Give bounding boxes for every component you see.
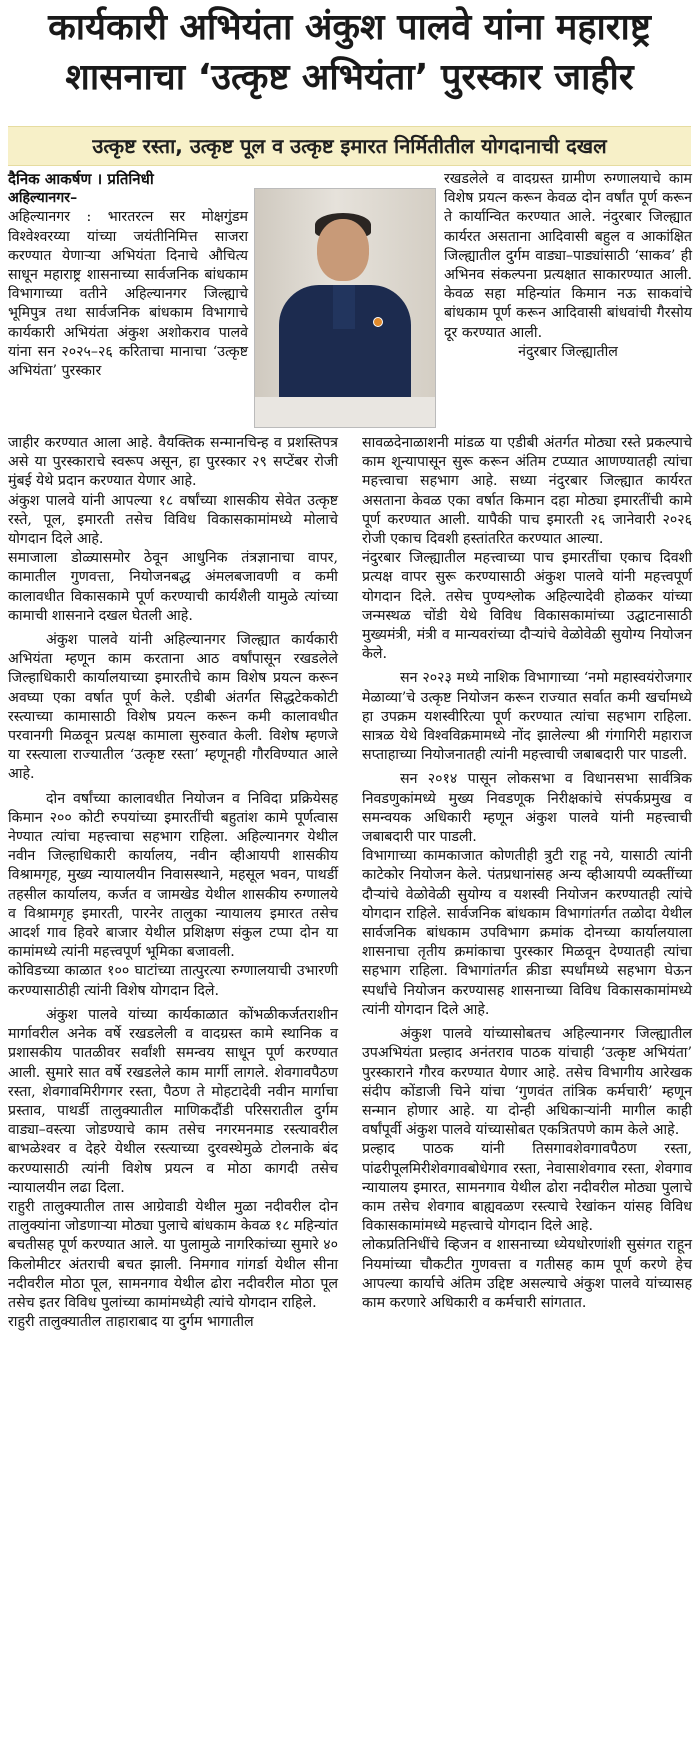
paragraph: अहिल्यानगर : भारतरत्न सर मोक्षगुंडम विश्वेश्वरय्या यांच्या जयंतीनिमित्त साजरा करण्यात येणाऱ्या अभियंता दिनाचे औचित्य साधून महाराष्ट्र शासनाच्या सार्वजनिक बांधकाम विभागाच्या वतीने अहिल्यानगर जिल्ह्याचे भूमिपुत्र तथा सार्वजनिक बांधकाम विभागाचे कार्यकारी अभियंता अंकुश अशोकराव पालवे यांना सन २०२५–२६ करिताचा मानाचा ‘उत्कृष्ट अभियंता’ पुरस्कार [8, 209, 248, 380]
paragraph: कोविडच्या काळात १०० घाटांच्या तात्पुरत्या रुग्णालयाची उभारणी करण्यासाठीही त्यांनी विशेष योगदान दिले. [8, 963, 338, 999]
paragraph: अंकुश पालवे यांनी अहिल्यानगर जिल्ह्यात कार्यकारी अभियंता म्हणून काम करताना आठ वर्षांपासून रखडलेले जिल्हाधिकारी कार्यालयाच्या इमारतीचे काम विशेष प्रयत्न करून अवघ्या एका वर्षात पूर्ण केले. एडीबी अंतर्गत सिद्धटेककोटी रस्त्याच्या कामासाठी विशेष प्रयत्न करून कमी कालावधीत परवानगी मिळवून प्रत्यक्ष कामाला सुरुवात केली. विशेष म्हणजे या रस्त्याला राज्यातील ‘उत्कृष्ट रस्ता’ म्हणूनही गौरविण्यात आले आहे. [8, 632, 338, 783]
paragraph: रखडलेले व वादग्रस्त ग्रामीण रुग्णालयाचे काम विशेष प्रयत्न करून केवळ दोन वर्षांत पूर्ण करून ते कार्यान्वित करण्यात आले. नंदुरबार जिल्ह्यात कार्यरत असताना आदिवासी बहुल व आकांक्षित जिल्ह्यातील दुर्गम वाड्या–पाड्यांसाठी ‘साकव’ ही अभिनव संकल्पना प्रत्यक्षात साकारण्यात आली. केवळ सहा महिन्यांत किमान नऊ साकवांचे बांधकाम पूर्ण करून आदिवासी बांधवांची गैरसोय दूर करण्यात आली. [444, 171, 692, 341]
engineer-portrait-photo [254, 188, 436, 428]
paragraph: नंदुरबार जिल्ह्यातील महत्त्वाच्या पाच इमारतींचा एकाच दिवशी प्रत्यक्ष वापर सुरू करण्यासाठी अंकुश पालवे यांनी महत्त्वपूर्ण योगदान दिले. तसेच पुण्यश्लोक अहिल्यादेवी होळकर यांच्या जन्मस्थळ चोंडी येथे विविध विकासकामांच्या उद्घाटनासाठी मुख्यमंत्री, मंत्री व मान्यवरांच्या दौऱ्यांचे वेळोवेळी सुयोग्य नियोजन केले. [362, 550, 692, 663]
headline-line-2: शासनाचा ‘उत्कृष्ट अभियंता’ पुरस्कार जाहीर [65, 57, 634, 98]
paragraph: सावळदेनाळाशनी मांडळ या एडीबी अंतर्गत मोठ्या रस्ते प्रकल्पाचे काम शून्यापासून सुरू करून अंतिम टप्प्यात आणण्यातही त्यांचा महत्त्वाचा सहभाग आहे. सध्या नंदुरबार जिल्ह्यात कार्यरत असताना केवळ एका वर्षात किमान दहा मोठ्या इमारतींची कामे पूर्ण करण्यात आली. यापैकी पाच इमारती २६ जानेवारी २०२६ रोजी एकाच दिवशी हस्तांतरित करण्यात आल्या. [362, 435, 692, 548]
paragraph: समाजाला डोळ्यासमोर ठेवून आधुनिक तंत्रज्ञानाचा वापर, कामातील गुणवत्ता, नियोजनबद्ध अंमलबजावणी व कमी कालावधीत विकासकामे पूर्ण करण्याची कार्यशैली यामुळे त्यांच्या कामाची शासनाने दखल घेतली आहे. [8, 550, 338, 624]
column-2-main [362, 434, 692, 1313]
column-subhead: नंदुरबार जिल्ह्यातील [518, 343, 618, 360]
paragraph: अंकुश पालवे यांच्यासोबतच अहिल्यानगर जिल्ह्यातील उपअभियंता प्रल्हाद अनंतराव पाठक यांचाही ‘उत्कृष्ट अभियंता’ पुरस्काराने गौरव करण्यात येणार आहे. तसेच विभागीय आरेखक संदीप कोंडाजी चिने यांचा ‘गुणवंत तांत्रिक कर्मचारी’ म्हणून सन्मान होणार आहे. या दोन्ही अधिकाऱ्यांनी मागील काही वर्षांपूर्वी अंकुश पालवे यांच्यासोबत एकत्रितपणे काम केले आहे. [362, 1026, 692, 1139]
paragraph: जाहीर करण्यात आला आहे. वैयक्तिक सन्मानचिन्ह व प्रशस्तिपत्र असे या पुरस्काराचे स्वरूप असून, हा पुरस्कार २९ सप्टेंबर रोजी मुंबई येथे प्रदान करण्यात येणार आहे. [8, 435, 338, 490]
column-1-main [8, 434, 338, 1332]
dateline: अहिल्यानगर– [8, 190, 78, 207]
paragraph: राहुरी तालुक्यातील ताहाराबाद या दुर्गम भागातील [8, 1314, 254, 1331]
column-2-top [444, 170, 692, 362]
paragraph: विभागाच्या कामकाजात कोणतीही त्रुटी राहू नये, यासाठी त्यांनी काटेकोर नियोजन केले. पंतप्रधानांसह अन्य व्हीआयपी व्यक्तींच्या दौऱ्यांचे वेळोवेळी सुयोग्य व यशस्वी नियोजन करण्यातही त्यांचे योगदान राहिले. सार्वजनिक बांधकाम विभागांतर्गत तळोदा येथील सार्वजनिक बांधकाम उपविभाग क्रमांक दोनच्या कार्यालयाला शासनाचा तृतीय क्रमांकाचा पुरस्कार मिळवून देण्यातही त्यांचा सहभाग राहिला. विभागांतर्गत क्रीडा स्पर्धांमध्ये सहभाग घेऊन स्पर्धांचे नियोजन करण्यासह शासनाच्या विविध विकासकामांमध्ये त्यांनी योगदान दिले आहे. [362, 848, 692, 1018]
paragraph: सन २०२३ मध्ये नाशिक विभागाच्या ‘नमो महास्वयंरोजगार मेळाव्या’चे उत्कृष्ट नियोजन करून राज्यात सर्वात कमी खर्चामध्ये हा उपक्रम यशस्वीरित्या पूर्ण करण्यात त्यांचा सहभाग राहिला. सात्रळ येथे विश्वविक्रमामध्ये नोंद झालेल्या श्री गंगागिरी महाराज सप्ताहाच्या नियोजनातही त्यांनी महत्त्वाची जबाबदारी पार पाडली. [362, 670, 692, 764]
subheadline-band [8, 126, 691, 166]
paragraph: लोकप्रतिनिधींचे व्हिजन व शासनाच्या ध्येयधोरणांशी सुसंगत राहून नियमांच्या चौकटीत गुणवत्ता व गतीसह काम पूर्ण करणे हेच आपल्या कार्याचे अंतिम उद्दिष्ट असल्याचे अंकुश पालवे यांच्यासह काम करणारे अधिकारी व कर्मचारी सांगतात. [362, 1237, 692, 1311]
paragraph: दोन वर्षांच्या कालावधीत नियोजन व निविदा प्रक्रियेसह किमान २०० कोटी रुपयांच्या इमारतींची बहुतांश कामे पूर्णत्वास नेण्यात त्यांचा महत्त्वाचा सहभाग राहिला. अहिल्यानगर येथील नवीन जिल्हाधिकारी कार्यालय, नवीन व्हीआयपी शासकीय विश्रामगृह, मुख्य न्यायालयीन निवासस्थाने, महसूल भवन, पाथर्डी तहसील कार्यालय, कर्जत व जामखेड येथील शासकीय रुग्णालये व विश्रामगृह इमारती, पारनेर तालुका न्यायालय इमारत तसेच आदर्श गाव हिवरे बाजार येथील प्रशिक्षण संकुल टप्पा दोन या कामांमध्ये त्यांनी महत्त्वपूर्ण भूमिका बजावली. [8, 790, 338, 961]
paragraph: प्रल्हाद पाठक यांनी तिसगावशेवगावपैठण रस्ता, पांढरीपूलमिरीशेवगावबोधेगाव रस्ता, नेवासाशेवगाव रस्ता, शेवगाव न्यायालय इमारत, सामनगाव येथील ढोरा नदीवरील मोठ्या पुलाचे काम तसेच शेवगाव बाह्यवळण रस्त्याचे रेखांकन यांसह विविध विकासकामांमध्ये महत्त्वाचे योगदान दिले आहे. [362, 1141, 692, 1235]
paragraph: अंकुश पालवे यांच्या कार्यकाळात कोंभळीकर्जतराशीन मार्गावरील अनेक वर्षे रखडलेली व वादग्रस्त कामे स्थानिक व प्रशासकीय पातळीवर सर्वांशी समन्वय साधून पूर्ण करण्यात आली. सुमारे सात वर्षे रखडलेले काम मार्गी लागले. शेवगावपैठण रस्ता, शेवगावमिरीगगर रस्ता, पैठण ते मोहटादेवी नवीन मार्गाचा प्रस्ताव, पाथर्डी तालुक्यातील माणिकदौंडी परिसरातील दुर्गम वाड्या–वस्त्या जोडण्याचे काम तसेच नगरमनमाड रस्त्यावरील बाभळेश्वर व देहरे येथील रस्त्याच्या दुरवस्थेमुळे टोलनाके बंद करण्यासाठी त्यांनी विशेष प्रयत्न व मोठा कागदी तसेच न्यायालयीन लढा दिला. [8, 1006, 338, 1196]
paragraph: अंकुश पालवे यांनी आपल्या १८ वर्षांच्या शासकीय सेवेत उत्कृष्ट रस्ते, पूल, इमारती तसेच विविध विकासकामांमध्ये मोलाचे योगदान दिले आहे. [8, 492, 338, 548]
headline-line-1: कार्यकारी अभियंता अंकुश पालवे यांना महाराष्ट्र [48, 7, 651, 48]
byline: दैनिक आकर्षण । प्रतिनिधी [8, 170, 154, 188]
subheadline: उत्कृष्ट रस्ता, उत्कृष्ट पूल व उत्कृष्ट इमारत निर्मितीतील योगदानाची दखल [92, 134, 607, 158]
paragraph: राहुरी तालुक्यातील तास आग्रेवाडी येथील मुळा नदीवरील दोन तालुक्यांना जोडणाऱ्या मोठ्या पुलाचे बांधकाम केवळ १८ महिन्यांत बचतीसह पूर्ण करण्यात आले. या पुलामुळे नागरिकांच्या सुमारे ४० किलोमीटर अंतराची बचत झाली. निमगाव गांगर्डा येथील सीना नदीवरील मोठा पूल, सामनगाव येथील ढोरा नदीवरील मोठा पूल तसेच इतर विविध पुलांच्या कामांमध्येही त्यांचे योगदान राहिले. [8, 1198, 338, 1311]
column-1-top [8, 170, 248, 381]
paragraph: सन २०१४ पासून लोकसभा व विधानसभा सार्वत्रिक निवडणुकांमध्ये मुख्य निवडणूक निरीक्षकांचे संपर्कप्रमुख व समन्वयक अधिकारी म्हणून अंकुश पालवे यांनी महत्त्वाची जबाबदारी पार पाडली. [362, 771, 692, 846]
